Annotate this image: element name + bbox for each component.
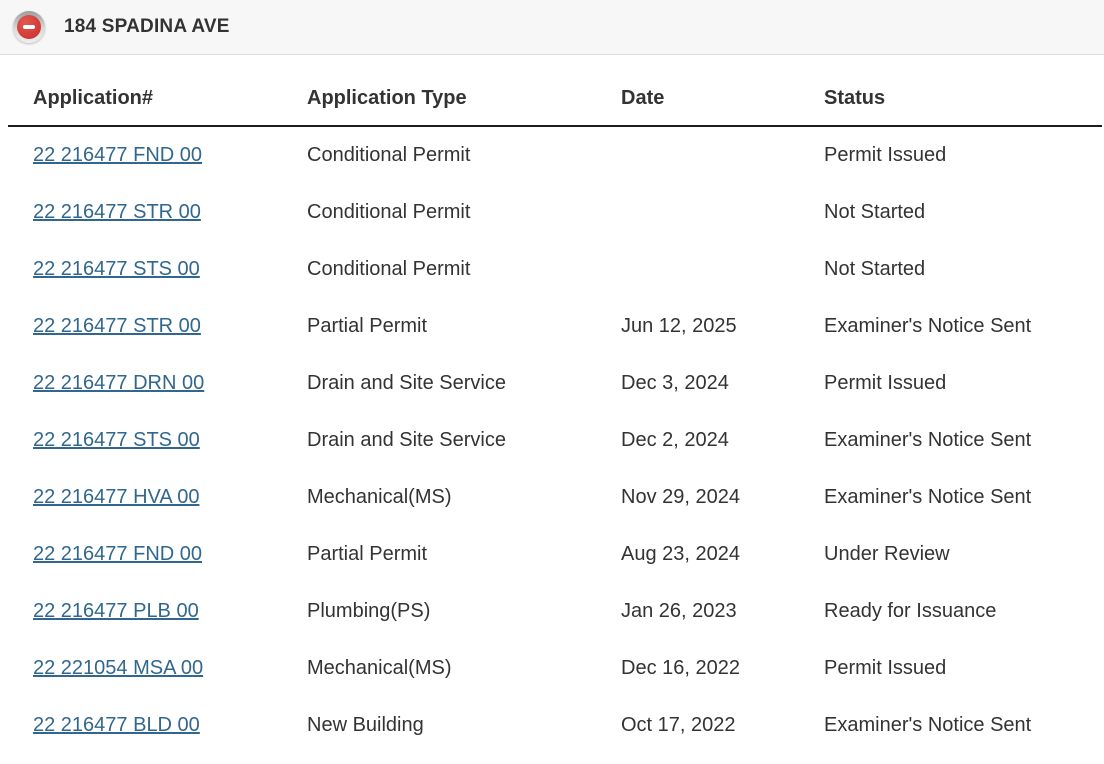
date-cell	[621, 241, 824, 298]
application-type-cell: New Building	[307, 714, 424, 736]
table-row	[8, 583, 1102, 640]
column-header-application-type: Application Type	[307, 55, 621, 126]
applications-table	[8, 55, 1102, 754]
table-row	[8, 241, 1102, 298]
column-header-date: Date	[621, 55, 824, 126]
applications-table-container	[8, 55, 1102, 754]
date-cell: Dec 3, 2024	[621, 372, 729, 394]
application-number-cell	[8, 355, 307, 412]
application-number-cell	[8, 184, 307, 241]
table-row	[8, 298, 1102, 355]
status-cell: Permit Issued	[824, 372, 947, 394]
application-number-cell	[8, 640, 307, 697]
application-type-cell: Conditional Permit	[307, 258, 471, 280]
status-cell: Not Started	[824, 201, 926, 223]
table-row	[8, 640, 1102, 697]
collapse-address-button[interactable]	[13, 11, 45, 43]
status-cell: Examiner's Notice Sent	[824, 714, 1032, 736]
minus-bar	[23, 25, 35, 29]
table-row	[8, 355, 1102, 412]
date-cell: Aug 23, 2024	[621, 543, 740, 565]
application-link[interactable]: 22 221054 MSA 00	[33, 657, 204, 679]
table-header-row	[8, 55, 1102, 126]
table-row	[8, 412, 1102, 469]
application-type-cell: Conditional Permit	[307, 144, 471, 166]
date-cell: Nov 29, 2024	[621, 486, 740, 508]
status-cell: Examiner's Notice Sent	[824, 486, 1032, 508]
date-cell: Dec 2, 2024	[621, 429, 729, 451]
application-link[interactable]: 22 216477 FND 00	[33, 144, 203, 166]
status-cell: Examiner's Notice Sent	[824, 315, 1032, 337]
application-link[interactable]: 22 216477 FND 00	[33, 543, 203, 565]
status-cell: Under Review	[824, 543, 950, 565]
application-type-cell: Partial Permit	[307, 543, 428, 565]
status-cell: Examiner's Notice Sent	[824, 429, 1032, 451]
table-row	[8, 184, 1102, 241]
table-row	[8, 697, 1102, 754]
application-number-cell	[8, 697, 307, 754]
column-header-application-number: Application#	[8, 55, 307, 126]
application-link[interactable]: 22 216477 STR 00	[33, 315, 201, 337]
date-cell	[621, 184, 824, 241]
application-number-cell	[8, 126, 307, 184]
date-cell: Jun 12, 2025	[621, 315, 737, 337]
application-number-cell	[8, 241, 307, 298]
application-type-cell: Drain and Site Service	[307, 429, 506, 451]
table-row	[8, 126, 1102, 184]
date-cell: Oct 17, 2022	[621, 714, 736, 736]
application-type-cell: Mechanical(MS)	[307, 486, 452, 508]
application-link[interactable]: 22 216477 DRN 00	[33, 372, 205, 394]
date-cell: Dec 16, 2022	[621, 657, 740, 679]
application-link[interactable]: 22 216477 BLD 00	[33, 714, 200, 736]
application-type-cell: Drain and Site Service	[307, 372, 506, 394]
application-type-cell: Mechanical(MS)	[307, 657, 452, 679]
application-type-cell: Plumbing(PS)	[307, 600, 431, 622]
date-cell	[621, 126, 824, 184]
date-cell: Jan 26, 2023	[621, 600, 737, 622]
application-number-cell	[8, 412, 307, 469]
column-header-status: Status	[824, 55, 1102, 126]
application-type-cell: Partial Permit	[307, 315, 428, 337]
address-panel-header	[0, 0, 1104, 55]
status-cell: Permit Issued	[824, 657, 947, 679]
application-number-cell	[8, 469, 307, 526]
application-number-cell	[8, 583, 307, 640]
table-row	[8, 526, 1102, 583]
application-link[interactable]: 22 216477 STR 00	[33, 201, 201, 223]
application-number-cell	[8, 298, 307, 355]
table-row	[8, 469, 1102, 526]
status-cell: Ready for Issuance	[824, 600, 997, 622]
application-number-cell	[8, 526, 307, 583]
minus-circle-icon	[17, 15, 41, 39]
application-link[interactable]: 22 216477 PLB 00	[33, 600, 199, 622]
status-cell: Permit Issued	[824, 144, 947, 166]
applications-table-body	[8, 126, 1102, 754]
application-link[interactable]: 22 216477 STS 00	[33, 258, 200, 280]
application-link[interactable]: 22 216477 HVA 00	[33, 486, 200, 508]
application-type-cell: Conditional Permit	[307, 201, 471, 223]
application-link[interactable]: 22 216477 STS 00	[33, 429, 200, 451]
status-cell: Not Started	[824, 258, 926, 280]
address-title: 184 SPADINA AVE	[64, 16, 230, 37]
